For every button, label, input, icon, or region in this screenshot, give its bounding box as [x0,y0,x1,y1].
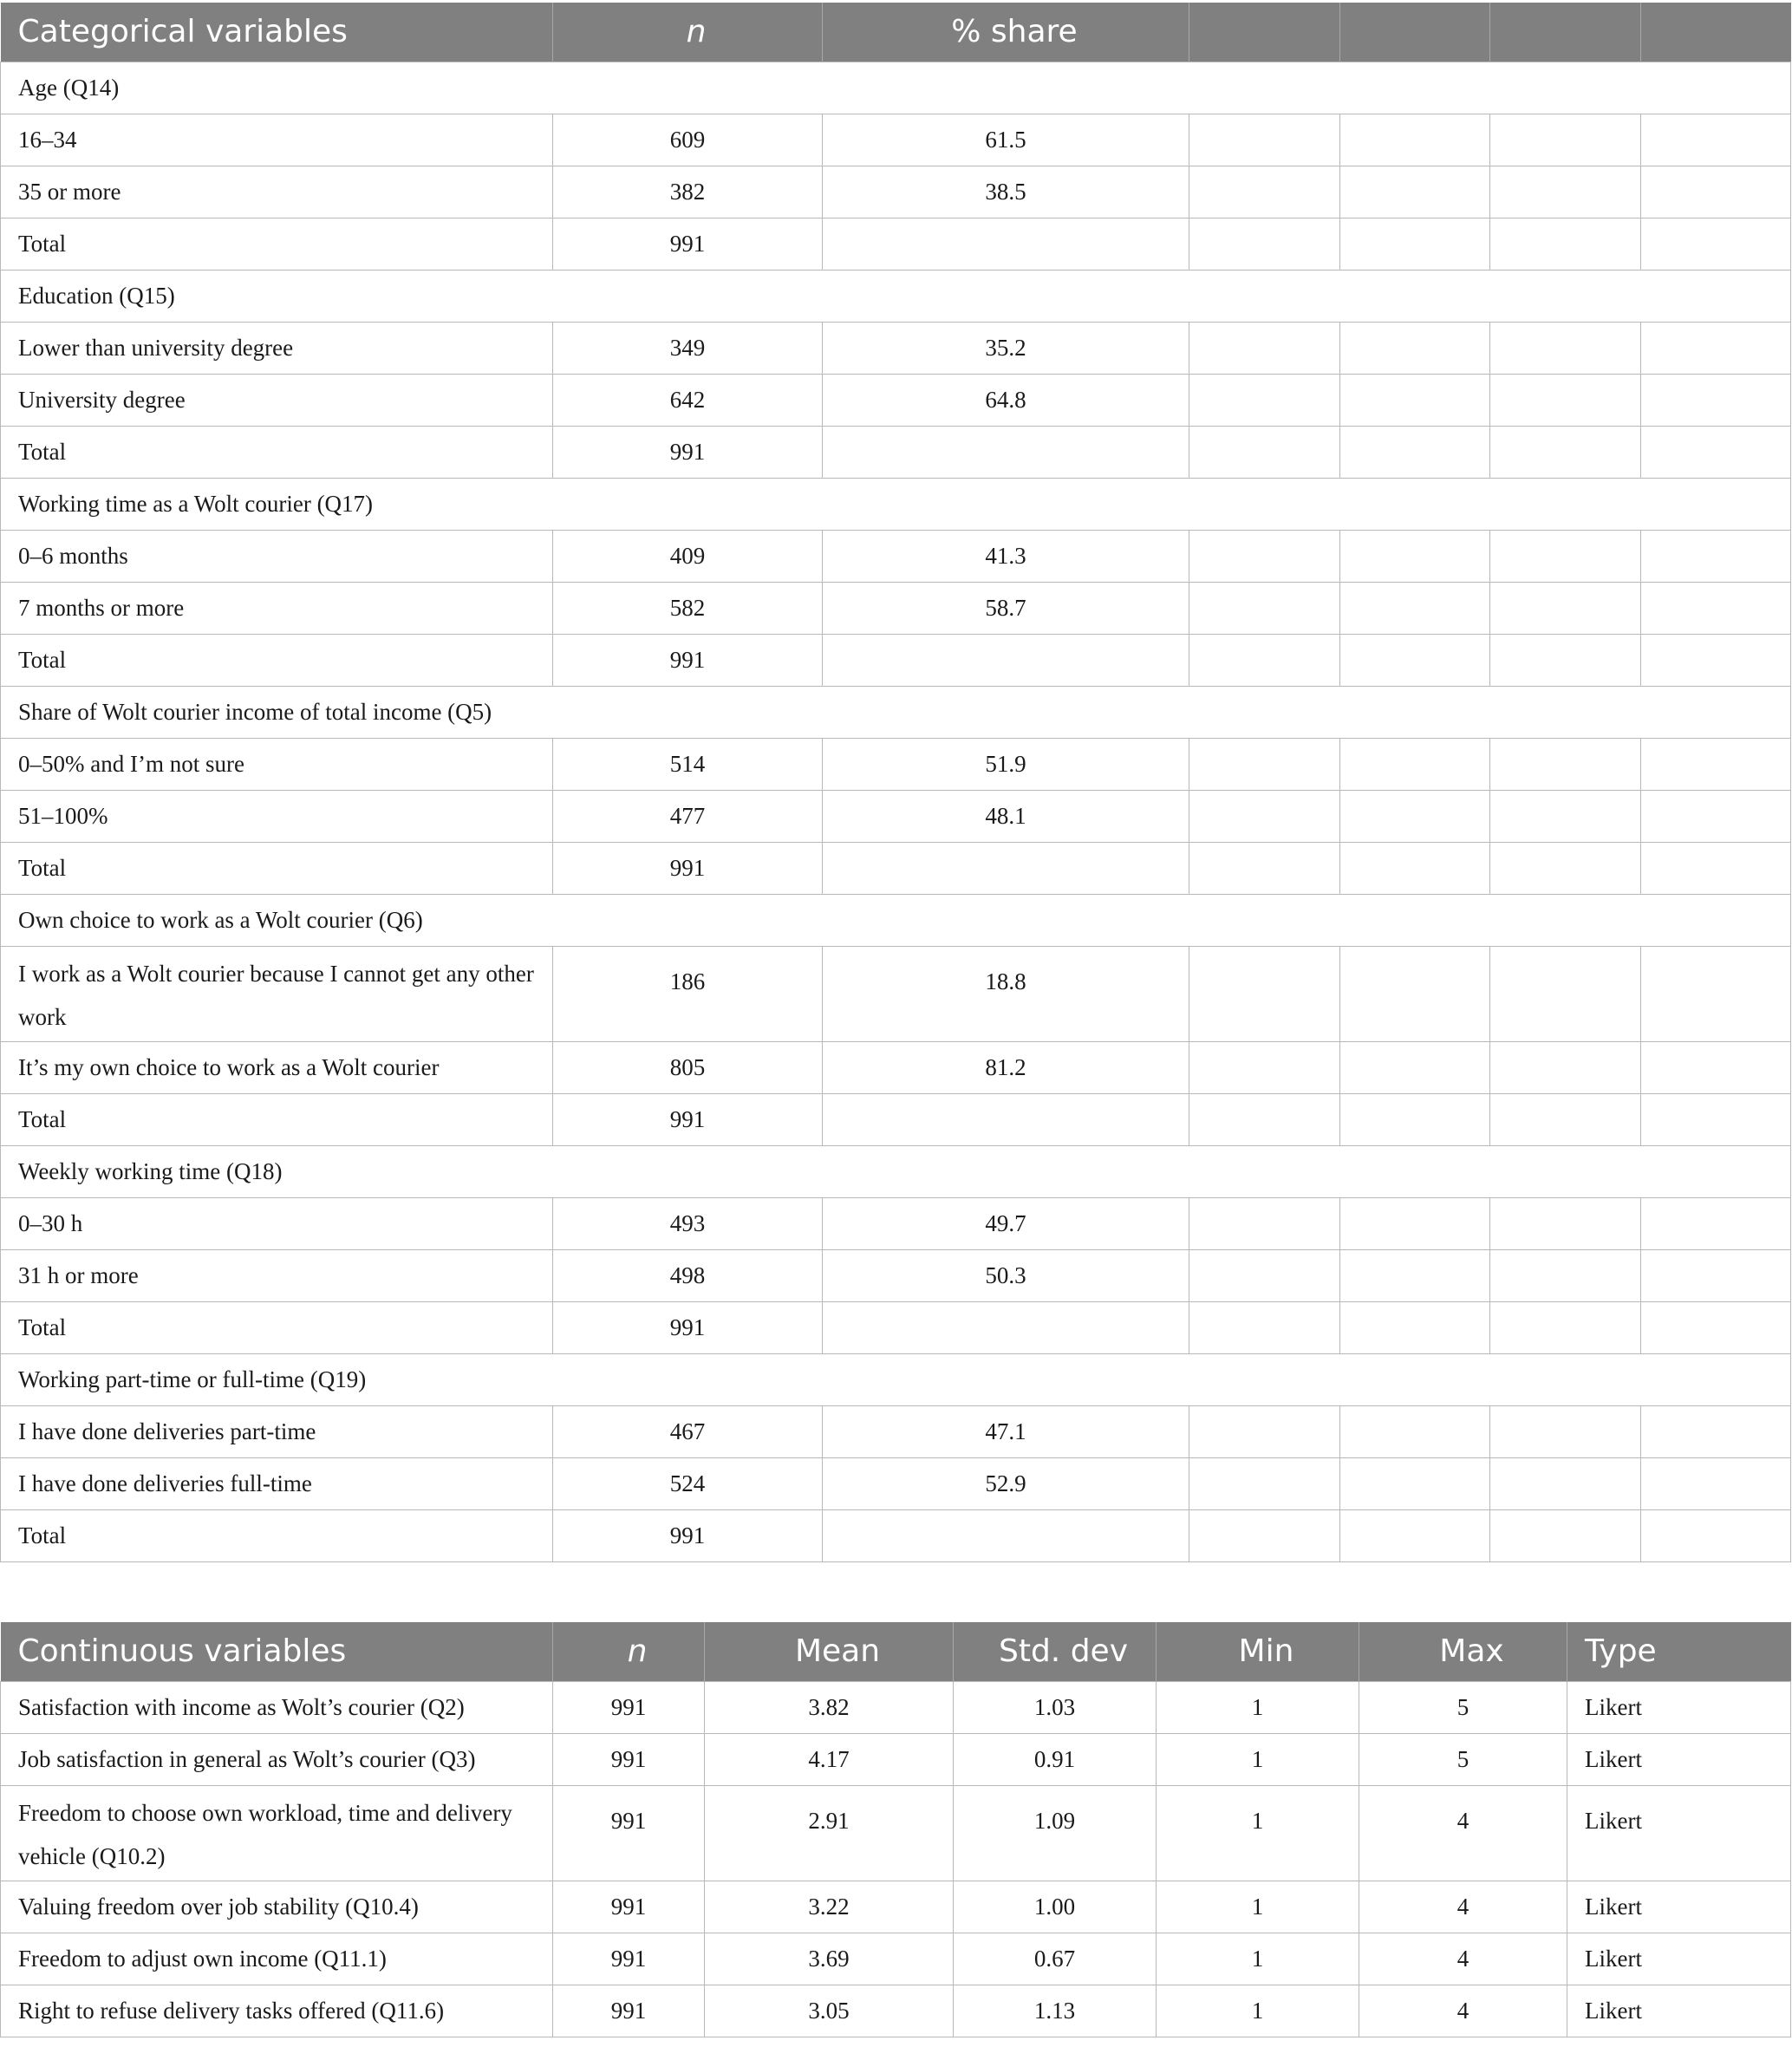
type-cell: Likert [1567,1733,1791,1785]
section-header-row [1,1145,1791,1197]
empty-cell [1490,946,1641,1041]
empty-cell [1641,842,1791,894]
empty-cell [1340,322,1490,374]
table-row [1,1733,1791,1785]
empty-cell [1189,842,1340,894]
share-cell [823,842,1189,894]
empty-cell [1641,582,1791,634]
std-dev-cell: 1.03 [954,1681,1157,1733]
n-cell: 477 [553,790,823,842]
std-dev-cell: 1.13 [954,1985,1157,2037]
share-cell [823,1509,1189,1561]
share-cell: 58.7 [823,582,1189,634]
empty-cell [1641,530,1791,582]
empty-cell [1189,634,1340,686]
table-row [1,634,1791,686]
n-cell: 642 [553,374,823,426]
row-label: 7 months or more [1,582,553,634]
header-empty [1641,3,1791,62]
empty-cell [1490,530,1641,582]
empty-cell [1189,322,1340,374]
share-cell [823,1301,1189,1353]
empty-cell [1641,1509,1791,1561]
share-cell [823,218,1189,270]
empty-cell [1641,1093,1791,1145]
empty-cell [1340,218,1490,270]
row-label: Total [1,218,553,270]
row-label: It’s my own choice to work as a Wolt courier [1,1041,553,1093]
empty-cell [1340,530,1490,582]
continuous-table-body [1,1681,1791,2037]
share-cell: 41.3 [823,530,1189,582]
table-row [1,1681,1791,1733]
empty-cell [1189,374,1340,426]
share-cell: 18.8 [823,946,1189,1041]
empty-cell [1189,738,1340,790]
table-row [1,322,1791,374]
empty-cell [1340,790,1490,842]
row-label: Total [1,1509,553,1561]
share-cell [823,426,1189,478]
table-row [1,218,1791,270]
header-share: % share [823,3,1189,62]
share-cell: 50.3 [823,1249,1189,1301]
n-cell: 991 [553,1785,705,1881]
min-cell: 1 [1157,1785,1359,1881]
table-row [1,426,1791,478]
type-cell: Likert [1567,1985,1791,2037]
min-cell: 1 [1157,1681,1359,1733]
n-cell: 991 [553,1881,705,1933]
n-cell: 186 [553,946,823,1041]
empty-cell [1641,634,1791,686]
table-row [1,946,1791,1041]
min-cell: 1 [1157,1985,1359,2037]
n-cell: 409 [553,530,823,582]
share-cell [823,634,1189,686]
section-title: Weekly working time (Q18) [1,1145,1791,1197]
header-n: n [553,1622,705,1681]
row-label: Satisfaction with income as Wolt’s courier (Q2) [1,1681,553,1733]
empty-cell [1490,1457,1641,1509]
min-cell: 1 [1157,1733,1359,1785]
share-cell: 81.2 [823,1041,1189,1093]
empty-cell [1340,1509,1490,1561]
table-row [1,1249,1791,1301]
categorical-header-row [1,3,1791,62]
table-row [1,1985,1791,2037]
table-row [1,1881,1791,1933]
empty-cell [1340,738,1490,790]
share-cell: 49.7 [823,1197,1189,1249]
row-label: 0–50% and I’m not sure [1,738,553,790]
empty-cell [1189,426,1340,478]
empty-cell [1641,1041,1791,1093]
empty-cell [1490,374,1641,426]
section-header-row [1,62,1791,114]
empty-cell [1641,738,1791,790]
section-title: Education (Q15) [1,270,1791,322]
n-cell: 991 [553,1681,705,1733]
mean-cell: 3.69 [705,1933,954,1985]
type-cell: Likert [1567,1881,1791,1933]
empty-cell [1641,166,1791,218]
empty-cell [1189,946,1340,1041]
empty-cell [1490,1197,1641,1249]
section-header-row [1,686,1791,738]
table-row [1,1301,1791,1353]
empty-cell [1490,634,1641,686]
empty-cell [1340,166,1490,218]
share-cell: 35.2 [823,322,1189,374]
row-label: 16–34 [1,114,553,166]
header-categorical-variables: Categorical variables [1,3,553,62]
row-label: Lower than university degree [1,322,553,374]
row-label: Valuing freedom over job stability (Q10.4) [1,1881,553,1933]
mean-cell: 3.05 [705,1985,954,2037]
max-cell: 4 [1359,1785,1567,1881]
n-cell: 805 [553,1041,823,1093]
table-row [1,1405,1791,1457]
empty-cell [1641,218,1791,270]
row-label: 0–30 h [1,1197,553,1249]
empty-cell [1189,790,1340,842]
row-label: 31 h or more [1,1249,553,1301]
n-cell: 382 [553,166,823,218]
type-cell: Likert [1567,1681,1791,1733]
empty-cell [1340,634,1490,686]
max-cell: 4 [1359,1933,1567,1985]
mean-cell: 3.82 [705,1681,954,1733]
row-label: Total [1,842,553,894]
empty-cell [1189,114,1340,166]
row-label: I have done deliveries full-time [1,1457,553,1509]
empty-cell [1490,114,1641,166]
share-cell: 61.5 [823,114,1189,166]
table-row [1,1093,1791,1145]
table-row [1,114,1791,166]
empty-cell [1340,1041,1490,1093]
row-label: Total [1,1093,553,1145]
empty-cell [1340,114,1490,166]
empty-cell [1490,1301,1641,1353]
empty-cell [1490,582,1641,634]
table-row [1,1041,1791,1093]
row-label: Freedom to adjust own income (Q11.1) [1,1933,553,1985]
share-cell: 48.1 [823,790,1189,842]
empty-cell [1340,426,1490,478]
std-dev-cell: 1.00 [954,1881,1157,1933]
row-label: Job satisfaction in general as Wolt’s courier (Q3) [1,1733,553,1785]
max-cell: 5 [1359,1733,1567,1785]
type-cell: Likert [1567,1933,1791,1985]
section-title: Share of Wolt courier income of total income (Q5) [1,686,1791,738]
table-row [1,582,1791,634]
section-title: Working time as a Wolt courier (Q17) [1,478,1791,530]
row-label: I work as a Wolt courier because I cannot get any other work [1,946,553,1041]
table-row [1,1457,1791,1509]
std-dev-cell: 0.91 [954,1733,1157,1785]
max-cell: 4 [1359,1985,1567,2037]
header-empty [1340,3,1490,62]
empty-cell [1490,322,1641,374]
empty-cell [1189,1509,1340,1561]
empty-cell [1340,1197,1490,1249]
n-cell: 991 [553,842,823,894]
section-header-row [1,894,1791,946]
share-cell: 64.8 [823,374,1189,426]
empty-cell [1340,1301,1490,1353]
empty-cell [1490,218,1641,270]
continuous-header-row [1,1622,1791,1681]
empty-cell [1340,1405,1490,1457]
empty-cell [1189,582,1340,634]
std-dev-cell: 0.67 [954,1933,1157,1985]
n-cell: 991 [553,1093,823,1145]
continuous-variables-table [0,1622,1791,2037]
empty-cell [1340,842,1490,894]
categorical-table-body [1,62,1791,1561]
row-label: I have done deliveries part-time [1,1405,553,1457]
table-row [1,1785,1791,1881]
std-dev-cell: 1.09 [954,1785,1157,1881]
n-cell: 349 [553,322,823,374]
n-cell: 991 [553,1985,705,2037]
empty-cell [1189,166,1340,218]
n-cell: 609 [553,114,823,166]
max-cell: 4 [1359,1881,1567,1933]
empty-cell [1641,426,1791,478]
empty-cell [1340,1249,1490,1301]
n-cell: 514 [553,738,823,790]
empty-cell [1641,1249,1791,1301]
table-row [1,1509,1791,1561]
n-cell: 991 [553,634,823,686]
empty-cell [1641,1405,1791,1457]
empty-cell [1189,218,1340,270]
categorical-variables-table [0,3,1791,1562]
empty-cell [1490,166,1641,218]
n-cell: 991 [553,426,823,478]
empty-cell [1490,1249,1641,1301]
share-cell: 51.9 [823,738,1189,790]
share-cell: 38.5 [823,166,1189,218]
row-label: 0–6 months [1,530,553,582]
row-label: Total [1,634,553,686]
empty-cell [1641,790,1791,842]
row-label: Right to refuse delivery tasks offered (Q11.6) [1,1985,553,2037]
empty-cell [1641,114,1791,166]
type-cell: Likert [1567,1785,1791,1881]
section-title: Working part-time or full-time (Q19) [1,1353,1791,1405]
n-cell: 493 [553,1197,823,1249]
table-row [1,1197,1791,1249]
empty-cell [1641,1197,1791,1249]
section-header-row [1,478,1791,530]
header-continuous-variables: Continuous variables [1,1622,553,1681]
section-title: Own choice to work as a Wolt courier (Q6) [1,894,1791,946]
empty-cell [1490,1093,1641,1145]
table-row [1,842,1791,894]
n-cell: 991 [553,1301,823,1353]
n-cell: 582 [553,582,823,634]
n-cell: 991 [553,1733,705,1785]
empty-cell [1189,1457,1340,1509]
header-empty [1490,3,1641,62]
row-label: Freedom to choose own workload, time and delivery vehicle (Q10.2) [1,1785,553,1881]
empty-cell [1189,1041,1340,1093]
empty-cell [1490,1405,1641,1457]
table-row [1,374,1791,426]
table-row [1,166,1791,218]
min-cell: 1 [1157,1933,1359,1985]
n-cell: 991 [553,218,823,270]
n-cell: 498 [553,1249,823,1301]
row-label: 35 or more [1,166,553,218]
header-type: Type [1567,1622,1791,1681]
min-cell: 1 [1157,1881,1359,1933]
empty-cell [1490,790,1641,842]
n-cell: 991 [553,1933,705,1985]
n-cell: 524 [553,1457,823,1509]
section-header-row [1,270,1791,322]
empty-cell [1641,946,1791,1041]
share-cell: 52.9 [823,1457,1189,1509]
empty-cell [1641,1301,1791,1353]
empty-cell [1340,582,1490,634]
section-title: Age (Q14) [1,62,1791,114]
empty-cell [1189,1405,1340,1457]
empty-cell [1189,1093,1340,1145]
max-cell: 5 [1359,1681,1567,1733]
row-label: Total [1,426,553,478]
table-row [1,530,1791,582]
header-n: n [553,3,823,62]
empty-cell [1340,946,1490,1041]
empty-cell [1189,530,1340,582]
share-cell: 47.1 [823,1405,1189,1457]
empty-cell [1340,374,1490,426]
empty-cell [1340,1093,1490,1145]
empty-cell [1641,374,1791,426]
mean-cell: 2.91 [705,1785,954,1881]
empty-cell [1641,1457,1791,1509]
empty-cell [1490,738,1641,790]
mean-cell: 3.22 [705,1881,954,1933]
empty-cell [1189,1197,1340,1249]
header-mean: Mean [705,1622,954,1681]
row-label: University degree [1,374,553,426]
n-cell: 991 [553,1509,823,1561]
header-std-dev: Std. dev [954,1622,1157,1681]
mean-cell: 4.17 [705,1733,954,1785]
n-cell: 467 [553,1405,823,1457]
empty-cell [1490,426,1641,478]
empty-cell [1189,1301,1340,1353]
empty-cell [1490,842,1641,894]
header-max: Max [1359,1622,1567,1681]
empty-cell [1641,322,1791,374]
empty-cell [1490,1509,1641,1561]
empty-cell [1189,1249,1340,1301]
row-label: Total [1,1301,553,1353]
header-min: Min [1157,1622,1359,1681]
share-cell [823,1093,1189,1145]
table-row [1,738,1791,790]
empty-cell [1490,1041,1641,1093]
header-empty [1189,3,1340,62]
row-label: 51–100% [1,790,553,842]
empty-cell [1340,1457,1490,1509]
section-header-row [1,1353,1791,1405]
table-row [1,790,1791,842]
table-row [1,1933,1791,1985]
